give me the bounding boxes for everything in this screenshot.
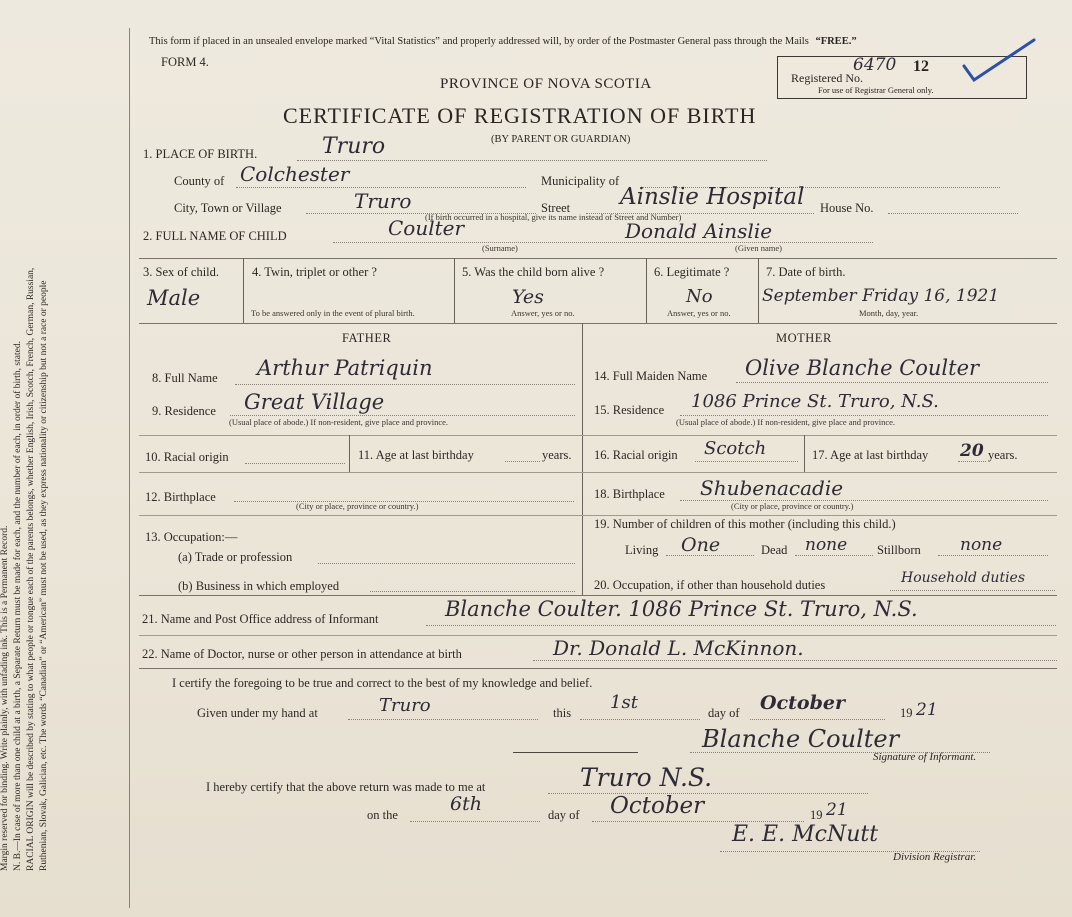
registrar-year-value: 21 <box>826 800 848 820</box>
certify-statement: I certify the foregoing to be true and correct to the best of my knowledge and belief. <box>172 676 593 690</box>
surname-note: (Surname) <box>482 243 518 253</box>
mother-racial-origin-value: Scotch <box>704 438 767 459</box>
father-age-label: 11. Age at last birthday <box>358 448 474 462</box>
father-residence-value: Great Village <box>244 390 385 414</box>
date-of-birth-note: Month, day, year. <box>859 308 919 318</box>
registrar-place-value: Truro N.S. <box>580 763 713 792</box>
registrar-use-note: For use of Registrar General only. <box>818 85 934 95</box>
father-residence-label: 9. Residence <box>152 404 216 418</box>
children-count-label: 19. Number of children of this mother (including this child.) <box>594 517 896 531</box>
plural-birth-label: 4. Twin, triplet or other ? <box>252 265 377 279</box>
certify-day-value: 1st <box>610 692 638 713</box>
mother-age-value: 20 <box>960 441 984 461</box>
form-number: FORM 4. <box>161 55 209 69</box>
child-surname-value: Coulter <box>388 216 465 240</box>
place-of-birth-label: 1. PLACE OF BIRTH. <box>143 147 258 161</box>
registered-label: Registered No. <box>791 71 863 85</box>
street-label: Street <box>541 201 571 215</box>
registered-number: 6470 <box>853 55 897 75</box>
mother-residence-label: 15. Residence <box>594 403 665 417</box>
sex-label: 3. Sex of child. <box>143 265 220 279</box>
binding-margin-line <box>129 28 130 908</box>
county-value: Colchester <box>240 162 350 186</box>
registered-suffix: 12 <box>913 58 929 75</box>
father-age-years: years. <box>542 448 572 462</box>
stillborn-label: Stillborn <box>877 543 921 557</box>
child-given-value: Donald Ainslie <box>625 219 773 243</box>
division-registrar-signature: E. E. McNutt <box>732 822 879 847</box>
informant-signature: Blanche Coulter <box>702 725 900 753</box>
certify-year-prefix: 19 <box>900 706 913 720</box>
registrar-month-value: October <box>610 793 705 819</box>
father-business-label: (b) Business in which employed <box>178 579 340 593</box>
mother-residence-note: (Usual place of abode.) If non-resident, give place and province. <box>676 417 896 427</box>
mother-birthplace-label: 18. Birthplace <box>594 487 665 501</box>
father-name-label: 8. Full Name <box>152 371 218 385</box>
mail-notice: This form if placed in an unsealed envelope marked “Vital Statistics” and properly addressed will, by order of the Postmaster General pass through the Mails “FREE.” <box>149 36 857 47</box>
father-heading: FATHER <box>342 331 392 345</box>
mother-name-value: Olive Blanche Coulter <box>745 356 980 380</box>
child-name-label: 2. FULL NAME OF CHILD <box>143 229 287 243</box>
registrar-day-of-label: day of <box>548 808 580 822</box>
date-of-birth-value: September Friday 16, 1921 <box>762 286 1000 306</box>
date-of-birth-label: 7. Date of birth. <box>766 265 846 279</box>
certificate-title: CERTIFICATE OF REGISTRATION OF BIRTH <box>283 103 757 128</box>
informant-value: Blanche Coulter. 1086 Prince St. Truro, N.S. <box>445 597 918 621</box>
father-occupation-label: 13. Occupation:— <box>145 530 238 544</box>
certificate-subtitle: (BY PARENT OR GUARDIAN) <box>491 134 631 145</box>
father-birthplace-note: (City or place, province or country.) <box>296 501 419 511</box>
legitimate-value: No <box>686 286 713 307</box>
father-birthplace-label: 12. Birthplace <box>145 490 216 504</box>
county-label: County of <box>174 174 225 188</box>
plural-birth-note: To be answered only in the event of plural birth. <box>251 308 415 318</box>
mother-birthplace-value: Shubenacadie <box>700 476 844 500</box>
signature-of-informant-label: Signature of Informant. <box>873 751 977 763</box>
living-value: One <box>681 534 721 556</box>
certify-month-value: October <box>760 692 845 714</box>
certify-day-of-label: day of <box>708 706 740 720</box>
division-registrar-label: Division Registrar. <box>893 851 977 863</box>
given-place-value: Truro <box>379 695 431 716</box>
house-no-label: House No. <box>820 201 874 215</box>
informant-label: 21. Name and Post Office address of Informant <box>142 612 379 626</box>
registrar-on-the-label: on the <box>367 808 398 822</box>
dead-label: Dead <box>761 543 788 557</box>
certify-year-value: 21 <box>916 700 938 720</box>
this-label: this <box>553 706 572 720</box>
legitimate-note: Answer, yes or no. <box>667 308 731 318</box>
mother-name-label: 14. Full Maiden Name <box>594 369 708 383</box>
mother-age-years: years. <box>988 448 1018 462</box>
father-residence-note: (Usual place of abode.) If non-resident, give place and province. <box>229 417 449 427</box>
born-alive-label: 5. Was the child born alive ? <box>462 265 605 279</box>
street-value: Ainslie Hospital <box>620 184 805 210</box>
mother-occupation-value: Household duties <box>901 570 1026 586</box>
place-of-birth-value: Truro <box>322 134 386 159</box>
mother-birthplace-note: (City or place, province or country.) <box>731 501 854 511</box>
mother-racial-origin-label: 16. Racial origin <box>594 448 678 462</box>
doctor-label: 22. Name of Doctor, nurse or other person in attendance at birth <box>142 647 462 661</box>
born-alive-note: Answer, yes or no. <box>511 308 575 318</box>
margin-line-3: RACIAL ORIGIN will be described by stating to what people or tongue each of the parents belongs, whether English, Irish, Scotch, French, German, Russian, <box>26 267 36 871</box>
mother-heading: MOTHER <box>776 331 832 345</box>
registrar-statement: I hereby certify that the above return was made to me at <box>206 780 486 794</box>
legitimate-label: 6. Legitimate ? <box>654 265 730 279</box>
given-under-hand-label: Given under my hand at <box>197 706 318 720</box>
stillborn-value: none <box>960 535 1003 555</box>
registrar-year-prefix: 19 <box>810 808 823 822</box>
province-heading: PROVINCE OF NOVA SCOTIA <box>440 76 652 92</box>
mother-residence-value: 1086 Prince St. Truro, N.S. <box>691 391 939 412</box>
registrar-day-value: 6th <box>450 793 482 815</box>
father-racial-origin-label: 10. Racial origin <box>145 450 229 464</box>
sex-value: Male <box>147 286 201 310</box>
city-value: Truro <box>354 189 412 213</box>
father-trade-label: (a) Trade or profession <box>178 550 293 564</box>
municipality-label: Municipality of <box>541 174 620 188</box>
father-name-value: Arthur Patriquin <box>257 356 433 380</box>
margin-line-4: Ruthenian, Slovak, Galician, etc. The words “Canadian” or “American” must not be used, as they express nationality or citizenship but not a race or people <box>39 280 49 871</box>
living-label: Living <box>625 543 659 557</box>
free-label: “FREE.” <box>815 36 857 47</box>
city-label: City, Town or Village <box>174 201 282 215</box>
dead-value: none <box>805 535 848 555</box>
blue-check-mark-icon <box>960 36 1040 84</box>
mother-occupation-label: 20. Occupation, if other than household duties <box>594 578 826 592</box>
mother-age-label: 17. Age at last birthday <box>812 448 929 462</box>
margin-line-1: Margin reserved for binding. Write plainly, with unfading ink. This is a Permanent Record. <box>0 525 10 871</box>
doctor-value: Dr. Donald L. McKinnon. <box>553 636 804 660</box>
given-name-note: (Given name) <box>735 243 782 253</box>
born-alive-value: Yes <box>512 286 544 308</box>
margin-notes <box>0 111 51 871</box>
margin-line-2: N. B.—In case of more than one child at a birth, a Separate Return must be made for each, and the number of each, in order of birth, stated. <box>13 341 23 871</box>
hospital-note: (If birth occurred in a hospital, give its name instead of Street and Number) <box>425 212 682 222</box>
